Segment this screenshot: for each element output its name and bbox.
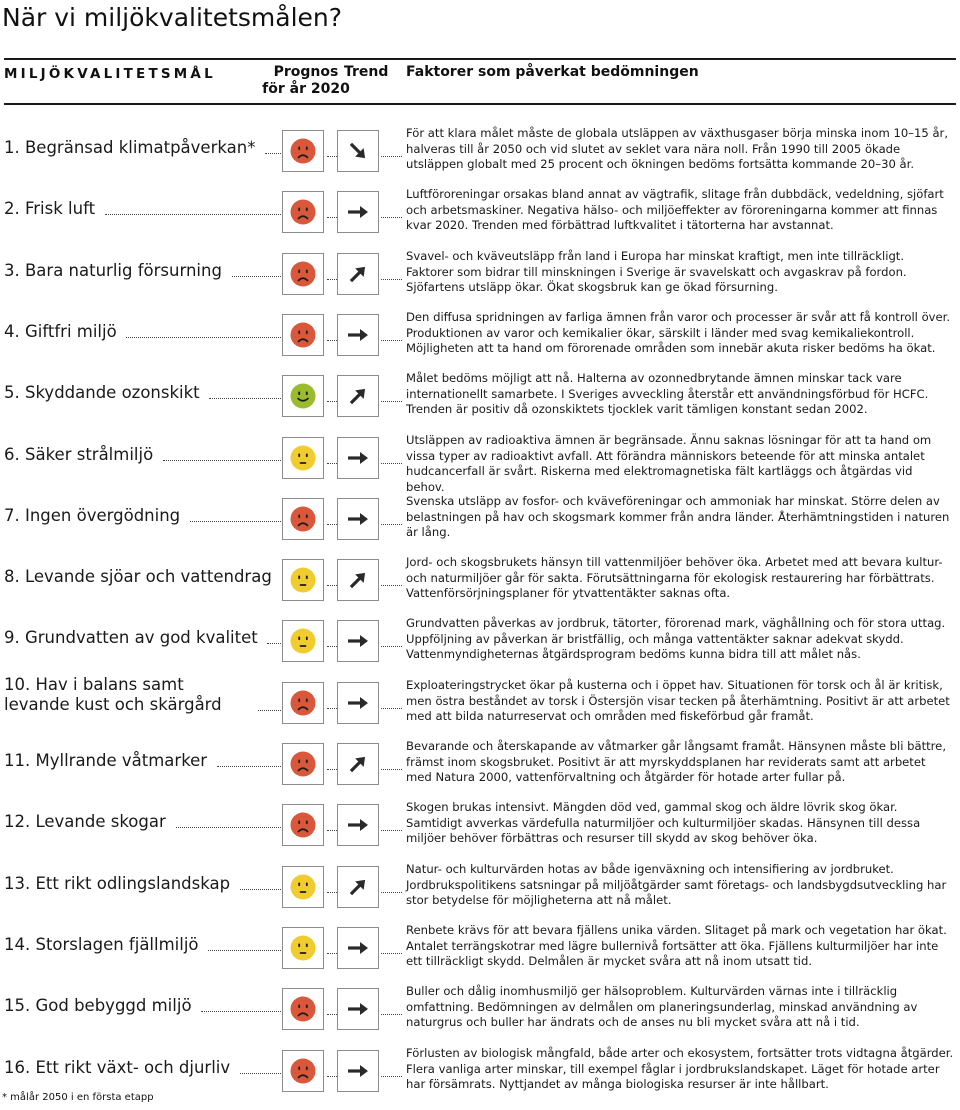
dotted-leader [327, 892, 337, 893]
goal-description: Förlusten av biologisk mångfald, både arter och ekosystem, fortsätter trots vidtagna åtgärder. Flera vanliga arter minskar, till exempel fåglar i jordbrukslandskapet. Läget för hotade arter har försämrats. Nyttjandet av många biologiska resurser är inte hållbart. [406, 1046, 954, 1091]
dotted-leader [327, 340, 337, 341]
goal-label [4, 628, 260, 648]
goal-label-text: 5. Skyddande ozonskikt [4, 383, 200, 402]
dotted-leader [381, 524, 402, 525]
goal-row [0, 672, 960, 734]
goal-label-text: 2. Frisk luft [4, 199, 96, 218]
goal-label [4, 199, 97, 219]
dotted-leader [190, 521, 281, 522]
goal-row [0, 304, 960, 366]
trend-indicator [337, 682, 379, 724]
dotted-leader [381, 708, 402, 709]
yellow-face-icon [290, 935, 316, 961]
goal-description: Jord- och skogsbrukets hänsyn till vattenmiljöer behöver öka. Arbetet med att bevara kultur- och naturmiljöer går för sakta. Förutsättningarna för ekologisk restaurering har förbättrats. Vattenförsörjningsplaner för ytvattentäkter saknas ofta. [406, 555, 943, 600]
goal-description: För att klara målet måste de globala utsläppen av växthusgaser börja minska inom 10–15 år, halveras till år 2050 och vid slutet av seklet vara nära noll. Från 1990 till 2005 ökade utsläppen globalt med 25 procent och ökningen bedöms fortsätta kommande 20–30 år. [406, 126, 949, 171]
goal-label [4, 261, 224, 281]
goal-description: Målet bedöms möjligt att nå. Halterna av ozonnedbrytande ämnen minskar tack vare internationellt samarbete. I Sveriges avveckling återstår ett användningsförbud för HCFC. Trenden är positiv då ozonskiktets tjocklek varit tämligen konstant sedan 2002. [406, 371, 929, 416]
goal-row [0, 917, 960, 979]
prognos-indicator [282, 804, 324, 846]
dotted-leader [105, 214, 281, 215]
trend-indicator [337, 988, 379, 1030]
goal-label-text: 16. Ett rikt växt- och djurliv [4, 1058, 231, 1077]
footnote: * målår 2050 i en första etapp [2, 1092, 154, 1103]
goal-description: Utsläppen av radioaktiva ämnen är begränsade. Ännu saknas lösningar för att ta hand om vissa typer av radioaktivt avfall. Att förändra människors beteende för att minska antalet hudcancerfall är svårt. Riskerna med elektromagnetiska fält kartläggs och åtgärdas vid behov. [406, 433, 932, 494]
arrow-down-icon [346, 139, 370, 163]
dotted-leader [381, 1076, 402, 1077]
trend-indicator [337, 375, 379, 417]
red-face-icon [290, 812, 316, 838]
prognos-indicator [282, 988, 324, 1030]
arrow-right-icon [346, 446, 370, 470]
dotted-leader [240, 1073, 281, 1074]
goal-label-text: 4. Giftfri miljö [4, 322, 117, 341]
arrow-right-icon [346, 323, 370, 347]
goal-row [0, 978, 960, 1040]
goal-label [4, 383, 202, 403]
prognos-indicator [282, 559, 324, 601]
red-face-icon [290, 138, 316, 164]
trend-indicator [337, 743, 379, 785]
prognos-indicator [282, 130, 324, 172]
dotted-leader [232, 276, 281, 277]
red-face-icon [290, 751, 316, 777]
prognos-indicator [282, 191, 324, 233]
dotted-leader [381, 585, 402, 586]
goal-label [4, 138, 257, 158]
trend-indicator [337, 314, 379, 356]
dotted-leader [265, 153, 281, 154]
goal-label-text: 9. Grundvatten av god kvalitet [4, 628, 258, 647]
prognos-indicator [282, 314, 324, 356]
header-trend: Trend [344, 64, 389, 80]
dotted-leader [217, 766, 281, 767]
dotted-leader [327, 585, 337, 586]
dotted-leader [381, 953, 402, 954]
trend-indicator [337, 620, 379, 662]
dotted-leader [327, 769, 337, 770]
prognos-indicator [282, 375, 324, 417]
goal-row [0, 488, 960, 550]
dotted-leader [209, 398, 281, 399]
goal-label [4, 567, 274, 587]
goal-label [4, 675, 224, 715]
prognos-indicator [282, 253, 324, 295]
dotted-leader [258, 710, 281, 711]
arrow-right-icon [346, 936, 370, 960]
goal-row [0, 243, 960, 305]
goal-label [4, 751, 209, 771]
goal-row [0, 549, 960, 611]
goal-row [0, 794, 960, 856]
goal-label [4, 322, 119, 342]
yellow-face-icon [290, 445, 316, 471]
dotted-leader [381, 463, 402, 464]
dotted-leader [327, 646, 337, 647]
dotted-leader [327, 524, 337, 525]
goal-label-text: 12. Levande skogar [4, 812, 166, 831]
dotted-leader [381, 1014, 402, 1015]
prognos-indicator [282, 498, 324, 540]
goal-label-text: 1. Begränsad klimatpåverkan* [4, 138, 256, 157]
arrow-right-icon [346, 629, 370, 653]
dotted-leader [381, 646, 402, 647]
goal-label-text: 6. Säker strålmiljö [4, 445, 154, 464]
red-face-icon [290, 690, 316, 716]
goal-label-text: 13. Ett rikt odlingslandskap [4, 874, 231, 893]
dotted-leader [381, 892, 402, 893]
yellow-face-icon [290, 628, 316, 654]
red-face-icon [290, 1058, 316, 1084]
prognos-indicator [282, 927, 324, 969]
dotted-leader [126, 337, 281, 338]
trend-indicator [337, 498, 379, 540]
header-prognos: Prognos för år 2020 [262, 64, 350, 97]
dotted-leader [327, 830, 337, 831]
dotted-leader [327, 156, 337, 157]
page-title: När vi miljökvalitetsmålen? [2, 3, 343, 32]
prognos-indicator [282, 437, 324, 479]
dotted-leader [240, 889, 281, 890]
goal-description: Exploateringstrycket ökar på kusterna och i öppet hav. Situationen för torsk och ål är kritisk, men östra beståndet av torsk i Östersjön visar tecken på återhämtning. Positivt är att arbetet med att bilda naturreservat och områden med fiskeförbud går framåt. [406, 678, 950, 723]
goal-label [4, 812, 168, 832]
arrow-right-icon [346, 200, 370, 224]
goal-label [4, 935, 201, 955]
goal-description: Natur- och kulturvärden hotas av både igenväxning och intensifiering av jordbruket. Jordbrukspolitikens satsningar på miljöåtgärder samt företags- och landsbygdsutveckling har stor betydelse för möjligheterna att nå målet. [406, 862, 947, 907]
dotted-leader [327, 401, 337, 402]
goal-description: Svenska utsläpp av fosfor- och kväveföreningar och ammoniak har minskat. Större delen av belastningen på hav och skogsmark kommer från andra länder. Återhämtningstiden i naturen är lång. [406, 494, 950, 539]
arrow-right-icon [346, 507, 370, 531]
dotted-leader [163, 460, 281, 461]
goal-label-text: 8. Levande sjöar och vattendrag [4, 567, 272, 586]
goal-label [4, 996, 194, 1016]
trend-indicator [337, 191, 379, 233]
goal-row [0, 856, 960, 918]
goal-label [4, 445, 155, 465]
dotted-leader [327, 708, 337, 709]
yellow-face-icon [290, 567, 316, 593]
arrow-up-icon [346, 752, 370, 776]
arrow-up-icon [346, 384, 370, 408]
arrow-right-icon [346, 997, 370, 1021]
arrow-up-icon [346, 875, 370, 899]
goal-label-text: 14. Storslagen fjällmiljö [4, 935, 199, 954]
red-face-icon [290, 199, 316, 225]
red-face-icon [290, 261, 316, 287]
arrow-up-icon [346, 262, 370, 286]
dotted-leader [267, 643, 281, 644]
goal-description: Bevarande och återskapande av våtmarker går långsamt framåt. Hänsynen måste bli bättre, främst inom skogsbruket. Positivt är att myrskyddsplanen har reviderats samt att arbetet med Natura 2000, vattenförvaltning och åtgärder för hotade arter fullar på. [406, 739, 947, 784]
trend-indicator [337, 130, 379, 172]
dotted-leader [327, 463, 337, 464]
dotted-leader [176, 827, 281, 828]
goal-label-text: 10. Hav i balans samt levande kust och skärgård [4, 675, 222, 714]
trend-indicator [337, 253, 379, 295]
prognos-indicator [282, 1050, 324, 1092]
dotted-leader [208, 950, 281, 951]
goal-row [0, 181, 960, 243]
trend-indicator [337, 804, 379, 846]
goal-description: Luftföroreningar orsakas bland annat av vägtrafik, slitage från dubbdäck, vedeldning, sjöfart och arbetsmaskiner. Negativa hälso- och miljöeffekter av föroreningarna kommer att finnas kvar 2020. Trenden med förbättrad luftkvalitet i tätorterna har avstannat. [406, 187, 944, 232]
goal-label [4, 1058, 232, 1078]
arrow-right-icon [346, 1059, 370, 1083]
prognos-indicator [282, 866, 324, 908]
goal-label [4, 506, 182, 526]
yellow-face-icon [290, 874, 316, 900]
goal-label-text: 11. Myllrande våtmarker [4, 751, 208, 770]
dotted-leader [327, 279, 337, 280]
goal-row [0, 427, 960, 494]
goal-row [0, 120, 960, 182]
dotted-leader [381, 217, 402, 218]
trend-indicator [337, 866, 379, 908]
arrow-right-icon [346, 813, 370, 837]
goal-description: Svavel- och kväveutsläpp från land i Europa har minskat kraftigt, men inte tillräckligt. Faktorer som bidrar till minskningen i Sverige är svavelskatt och avgaskrav på fordon. Sjöfartens utsläpp ökar. Ökat skogsbruk kan ge ökad försurning. [406, 249, 907, 294]
trend-indicator [337, 559, 379, 601]
dotted-leader [327, 953, 337, 954]
prognos-indicator [282, 743, 324, 785]
trend-indicator [337, 927, 379, 969]
goal-description: Den diffusa spridningen av farliga ämnen från varor och processer är svår att få kontroll över. Produktionen av varor och kemikalier ökar, särskilt i länder med svag kemikaliekontroll. Möjligheten att ta hand om förorenade områden som innebär akuta risker bedöms ha ökat. [406, 310, 951, 355]
dotted-leader [381, 769, 402, 770]
header-faktorer: Faktorer som påverkat bedömningen [406, 64, 699, 80]
header-goal-label: MILJÖKVALITETSMÅL [4, 66, 216, 82]
prognos-indicator [282, 682, 324, 724]
dotted-leader [381, 279, 402, 280]
goal-description: Grundvatten påverkas av jordbruk, tätorter, förorenad mark, väghållning och för stora uttag. Uppföljning av påverkan är bristfällig, och många vattentäkter saknar adekvat skydd. Vattenmyndigheternas åtgärdsprogram bedöms kunna bidra till att målet nås. [406, 616, 946, 661]
prognos-indicator [282, 620, 324, 662]
green-face-icon [290, 383, 316, 409]
header-top-rule [4, 58, 956, 60]
dotted-leader [327, 217, 337, 218]
goal-description: Skogen brukas intensivt. Mängden död ved, gammal skog och äldre lövrik skog ökar. Samtidigt avverkas värdefulla naturmiljöer och kulturmiljöer skadas. Hänsynen till dessa miljöer behöver förbättras och resurser till skydd av skog behöver öka. [406, 800, 921, 845]
trend-indicator [337, 1050, 379, 1092]
dotted-leader [381, 830, 402, 831]
trend-indicator [337, 437, 379, 479]
red-face-icon [290, 506, 316, 532]
goal-row [0, 365, 960, 427]
dotted-leader [381, 401, 402, 402]
dotted-leader [327, 1076, 337, 1077]
arrow-right-icon [346, 691, 370, 715]
dotted-leader [381, 156, 402, 157]
dotted-leader [327, 1014, 337, 1015]
header-bottom-rule [4, 103, 956, 105]
goal-label [4, 874, 232, 894]
goal-description: Renbete krävs för att bevara fjällens unika värden. Slitaget på mark och vegetation har ökat. Antalet terrängskotrar med lägre bullernivå fortsätter att öka. Fjällens kulturmiljöer har inte ett tillräckligt skydd. Delmålen är mycket svåra att nå inom utsatt tid. [406, 923, 947, 968]
goal-label-text: 3. Bara naturlig försurning [4, 261, 222, 280]
dotted-leader [381, 340, 402, 341]
dotted-leader [201, 1011, 281, 1012]
goal-description: Buller och dålig inomhusmiljö ger hälsoproblem. Kulturvärden värnas inte i tillräcklig omfattning. Bedömningen av delmålen om planeringsunderlag, minskad användning av naturgrus och buller har ändrats och de anses nu bli mycket svåra att nå i tid. [406, 984, 918, 1029]
red-face-icon [290, 996, 316, 1022]
goal-label-text: 15. God bebyggd miljö [4, 996, 192, 1015]
goal-row [0, 610, 960, 672]
goal-row [0, 733, 960, 795]
red-face-icon [290, 322, 316, 348]
goal-label-text: 7. Ingen övergödning [4, 506, 181, 525]
arrow-up-icon [346, 568, 370, 592]
